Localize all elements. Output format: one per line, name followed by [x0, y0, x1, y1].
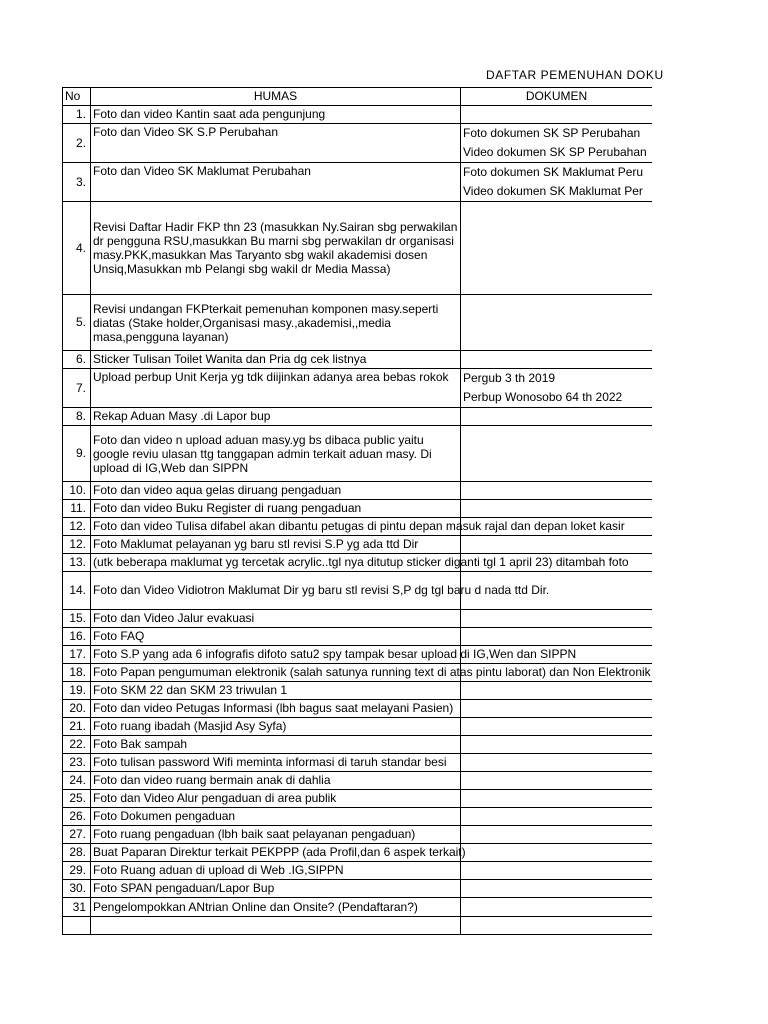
table-row — [63, 790, 653, 808]
dokumen-cell — [461, 369, 653, 408]
dokumen-cell — [461, 295, 653, 351]
dokumen-line: Pergub 3 th 2019 — [463, 371, 556, 385]
row-number: 6. — [63, 351, 91, 369]
table-row — [63, 369, 653, 408]
row-number: 24. — [63, 772, 91, 790]
dokumen-cell — [461, 536, 653, 554]
row-number: 30. — [63, 880, 91, 898]
row-number: 22. — [63, 736, 91, 754]
humas-cell: Foto S.P yang ada 6 infografis difoto satu2 spy tampak besar upload di IG,Wen dan SIPPN — [91, 646, 461, 664]
row-number: 10. — [63, 482, 91, 500]
table-row — [63, 610, 653, 628]
dokumen-cell — [461, 917, 653, 935]
row-number: 17. — [63, 646, 91, 664]
row-number: 12. — [63, 518, 91, 536]
table-row — [63, 898, 653, 917]
row-number: 11. — [63, 500, 91, 518]
humas-cell: Foto dan video n upload aduan masy.yg bs dibaca public yaitu google reviu ulasan ttg tanggapan admin terkait aduan masy. Di upload di IG,Web dan SIPPN — [91, 426, 461, 482]
dokumen-cell — [461, 426, 653, 482]
dokumen-line: Foto dokumen SK SP Perubahan — [463, 126, 641, 140]
dokumen-cell — [461, 482, 653, 500]
row-number: 23. — [63, 754, 91, 772]
row-number: 26. — [63, 808, 91, 826]
table-row — [63, 682, 653, 700]
dokumen-cell — [461, 700, 653, 718]
dokumen-line: Video dokumen SK SP Perubahan — [463, 145, 647, 159]
row-number — [63, 917, 91, 935]
row-number: 2. — [63, 124, 91, 163]
requirements-table — [62, 87, 652, 935]
column-header-humas: HUMAS — [91, 88, 461, 106]
humas-cell: Foto dan Video Vidiotron Maklumat Dir yg baru stl revisi S,P dg tgl baru d nada ttd Dir. — [91, 572, 461, 610]
table-row — [63, 351, 653, 369]
row-number: 15. — [63, 610, 91, 628]
table-row — [63, 426, 653, 482]
dokumen-cell — [461, 163, 653, 202]
humas-cell: Foto Papan pengumuman elektronik (salah satunya running text di atas pintu laborat) dan Non Elektronik — [91, 664, 461, 682]
dokumen-cell — [461, 898, 653, 917]
dokumen-cell — [461, 682, 653, 700]
row-number: 20. — [63, 700, 91, 718]
dokumen-cell — [461, 754, 653, 772]
row-number: 7. — [63, 369, 91, 408]
row-number: 14. — [63, 572, 91, 610]
dokumen-cell — [461, 202, 653, 295]
dokumen-cell — [461, 610, 653, 628]
table-row — [63, 880, 653, 898]
humas-cell: Foto dan Video Jalur evakuasi — [91, 610, 461, 628]
humas-cell: Buat Paparan Direktur terkait PEKPPP (ada Profil,dan 6 aspek terkait) — [91, 844, 461, 862]
table-row — [63, 754, 653, 772]
humas-cell: Foto dan video Kantin saat ada pengunjung — [91, 106, 461, 124]
table-row — [63, 554, 653, 572]
dokumen-line: Video dokumen SK Maklumat Per — [463, 184, 643, 198]
row-number: 5. — [63, 295, 91, 351]
column-header-no: No — [63, 88, 91, 106]
humas-cell: Foto dan Video SK S.P Perubahan — [91, 124, 461, 163]
humas-cell: Pengelompokkan ANtrian Online dan Onsite? (Pendaftaran?) — [91, 898, 461, 917]
dokumen-cell — [461, 718, 653, 736]
row-number: 25. — [63, 790, 91, 808]
table-row — [63, 163, 653, 202]
table-row — [63, 772, 653, 790]
dokumen-cell — [461, 500, 653, 518]
table-row — [63, 917, 653, 935]
dokumen-cell — [461, 736, 653, 754]
row-number: 19. — [63, 682, 91, 700]
dokumen-cell — [461, 772, 653, 790]
humas-cell: Upload perbup Unit Kerja yg tdk diijinkan adanya area bebas rokok — [91, 369, 461, 408]
humas-cell: (utk beberapa maklumat yg tercetak acrylic..tgl nya ditutup sticker diganti tgl 1 april 23) ditambah foto — [91, 554, 461, 572]
dokumen-cell — [461, 628, 653, 646]
table-row — [63, 718, 653, 736]
humas-cell: Foto Bak sampah — [91, 736, 461, 754]
humas-cell: Foto SPAN pengaduan/Lapor Bup — [91, 880, 461, 898]
humas-cell: Revisi Daftar Hadir FKP thn 23 (masukkan Ny.Sairan sbg perwakilan dr pengguna RSU,masukkan Bu marni sbg perwakilan dr organisasi masy.PKK,masukkan Mas Taryanto sbg wakil akademisi dosen Unsiq,Masukkan mb Pelangi sbg wakil dr Media Massa) — [91, 202, 461, 295]
dokumen-cell — [461, 844, 653, 862]
humas-cell: Foto ruang pengaduan (lbh baik saat pelayanan pengaduan) — [91, 826, 461, 844]
humas-cell: Foto SKM 22 dan SKM 23 triwulan 1 — [91, 682, 461, 700]
table-row — [63, 736, 653, 754]
humas-cell: Foto dan video ruang bermain anak di dahlia — [91, 772, 461, 790]
dokumen-cell — [461, 124, 653, 163]
dokumen-cell — [461, 808, 653, 826]
humas-cell: Foto FAQ — [91, 628, 461, 646]
row-number: 31 — [63, 898, 91, 917]
table-row — [63, 124, 653, 163]
row-number: 4. — [63, 202, 91, 295]
table-row — [63, 646, 653, 664]
row-number: 28. — [63, 844, 91, 862]
humas-cell: Foto dan video Tulisa difabel akan dibantu petugas di pintu depan masuk rajal dan depan loket kasir — [91, 518, 461, 536]
humas-cell: Foto dan video Petugas Informasi (lbh bagus saat melayani Pasien) — [91, 700, 461, 718]
humas-cell: Foto dan Video SK Maklumat Perubahan — [91, 163, 461, 202]
table-row — [63, 808, 653, 826]
humas-cell: Foto Ruang aduan di upload di Web .IG,SIPPN — [91, 862, 461, 880]
table-row — [63, 572, 653, 610]
dokumen-cell — [461, 408, 653, 426]
page-title: DAFTAR PEMENUHAN DOKU — [486, 68, 664, 82]
table-header-row — [63, 88, 653, 106]
table-row — [63, 482, 653, 500]
humas-cell: Sticker Tulisan Toilet Wanita dan Pria dg cek listnya — [91, 351, 461, 369]
humas-cell: Rekap Aduan Masy .di Lapor bup — [91, 408, 461, 426]
humas-cell: Foto dan Video Alur pengaduan di area publik — [91, 790, 461, 808]
humas-cell: Foto Maklumat pelayanan yg baru stl revisi S.P yg ada ttd Dir — [91, 536, 461, 554]
dokumen-cell — [461, 351, 653, 369]
row-number: 27. — [63, 826, 91, 844]
table-row — [63, 408, 653, 426]
table-row — [63, 202, 653, 295]
row-number: 12. — [63, 536, 91, 554]
table-row — [63, 826, 653, 844]
dokumen-line: Foto dokumen SK Maklumat Peru — [463, 165, 644, 179]
column-header-dokumen: DOKUMEN — [461, 88, 653, 106]
humas-cell: Foto tulisan password Wifi meminta informasi di taruh standar besi — [91, 754, 461, 772]
table-row — [63, 106, 653, 124]
dokumen-line: Perbup Wonosobo 64 th 2022 — [463, 390, 623, 404]
row-number: 3. — [63, 163, 91, 202]
table-row — [63, 700, 653, 718]
row-number: 21. — [63, 718, 91, 736]
table-row — [63, 500, 653, 518]
row-number: 29. — [63, 862, 91, 880]
dokumen-cell — [461, 880, 653, 898]
table-row — [63, 295, 653, 351]
dokumen-cell — [461, 790, 653, 808]
row-number: 13. — [63, 554, 91, 572]
humas-cell: Foto dan video aqua gelas diruang pengaduan — [91, 482, 461, 500]
table-row — [63, 844, 653, 862]
row-number: 8. — [63, 408, 91, 426]
table-body — [63, 106, 653, 935]
table-row — [63, 518, 653, 536]
dokumen-cell — [461, 826, 653, 844]
humas-cell: Foto ruang ibadah (Masjid Asy Syfa) — [91, 718, 461, 736]
table-row — [63, 862, 653, 880]
dokumen-cell — [461, 106, 653, 124]
humas-cell: Foto dan video Buku Register di ruang pengaduan — [91, 500, 461, 518]
humas-cell: Foto Dokumen pengaduan — [91, 808, 461, 826]
table-row — [63, 536, 653, 554]
row-number: 1. — [63, 106, 91, 124]
row-number: 18. — [63, 664, 91, 682]
row-number: 9. — [63, 426, 91, 482]
humas-cell — [91, 917, 461, 935]
dokumen-cell — [461, 862, 653, 880]
humas-cell: Revisi undangan FKPterkait pemenuhan komponen masy.seperti diatas (Stake holder,Organisasi masy.,akademisi,,media masa,pengguna layanan) — [91, 295, 461, 351]
table-row — [63, 628, 653, 646]
row-number: 16. — [63, 628, 91, 646]
table-row — [63, 664, 653, 682]
